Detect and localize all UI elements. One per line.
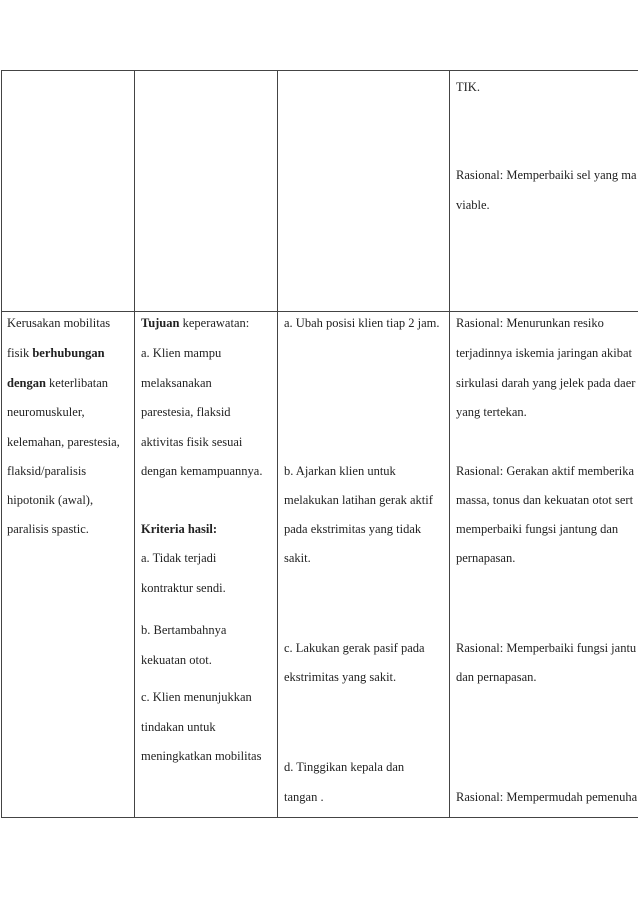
diagnosis-line: Kerusakan mobilitas xyxy=(7,316,111,330)
table-column-divider xyxy=(134,70,135,818)
criteria-line: meningkatkan mobilitas xyxy=(141,749,262,763)
rational-line: dan pernapasan. xyxy=(456,670,537,684)
intervention-line: a. Ubah posisi klien tiap 2 jam. xyxy=(284,316,440,330)
diagnosis-line: flaksid/paralisis xyxy=(7,464,87,478)
intervention-line: melakukan latihan gerak aktif xyxy=(284,493,433,507)
criteria-heading: Kriteria hasil: xyxy=(141,522,218,536)
goal-line: Tujuan keperawatan: xyxy=(141,316,250,330)
table-column-divider xyxy=(449,70,450,818)
criteria-line: kontraktur sendi. xyxy=(141,581,226,595)
row1-col4-rational: viable. xyxy=(456,198,490,212)
rational-line: memperbaiki fungsi jantung dan xyxy=(456,522,619,536)
diagnosis-line: neuromuskuler, xyxy=(7,405,85,419)
intervention-line: sakit. xyxy=(284,551,311,565)
table-border-left xyxy=(1,70,2,818)
row1-col4-text: TIK. xyxy=(456,80,480,94)
rational-line: yang tertekan. xyxy=(456,405,527,419)
row1-col4-rational: Rasional: Memperbaiki sel yang ma xyxy=(456,168,637,182)
table-column-divider xyxy=(277,70,278,818)
rational-line: massa, tonus dan kekuatan otot sert xyxy=(456,493,634,507)
goal-line: aktivitas fisik sesuai xyxy=(141,435,243,449)
criteria-line: tindakan untuk xyxy=(141,720,216,734)
diagnosis-line: dengan keterlibatan xyxy=(7,376,109,390)
intervention-line: d. Tinggikan kepala dan xyxy=(284,760,405,774)
diagnosis-line: hipotonik (awal), xyxy=(7,493,94,507)
criteria-line: c. Klien menunjukkan xyxy=(141,690,252,704)
rational-line: sirkulasi darah yang jelek pada daer xyxy=(456,376,636,390)
intervention-line: b. Ajarkan klien untuk xyxy=(284,464,396,478)
rational-line: Rasional: Memperbaiki fungsi jantu xyxy=(456,641,637,655)
intervention-line: tangan . xyxy=(284,790,324,804)
rational-line: Rasional: Gerakan aktif memberika xyxy=(456,464,635,478)
criteria-line: b. Bertambahnya xyxy=(141,623,227,637)
rational-line: pernapasan. xyxy=(456,551,516,565)
table-border-bottom xyxy=(1,817,638,818)
intervention-line: ekstrimitas yang sakit. xyxy=(284,670,397,684)
rational-line: Rasional: Menurunkan resiko xyxy=(456,316,604,330)
goal-line: parestesia, flaksid xyxy=(141,405,231,419)
goal-line: melaksanakan xyxy=(141,376,212,390)
diagnosis-line: paralisis spastic. xyxy=(7,522,89,536)
criteria-line: kekuatan otot. xyxy=(141,653,212,667)
criteria-line: a. Tidak terjadi xyxy=(141,551,217,565)
goal-line: dengan kemampuannya. xyxy=(141,464,263,478)
intervention-line: pada ekstrimitas yang tidak xyxy=(284,522,422,536)
goal-line: a. Klien mampu xyxy=(141,346,222,360)
diagnosis-line: kelemahan, parestesia, xyxy=(7,435,120,449)
intervention-line: c. Lakukan gerak pasif pada xyxy=(284,641,425,655)
table-row-divider xyxy=(1,311,638,312)
rational-line: Rasional: Mempermudah pemenuha xyxy=(456,790,638,804)
rational-line: terjadinnya iskemia jaringan akibat xyxy=(456,346,632,360)
table-border-top xyxy=(1,70,638,71)
diagnosis-line: fisik berhubungan xyxy=(7,346,105,360)
